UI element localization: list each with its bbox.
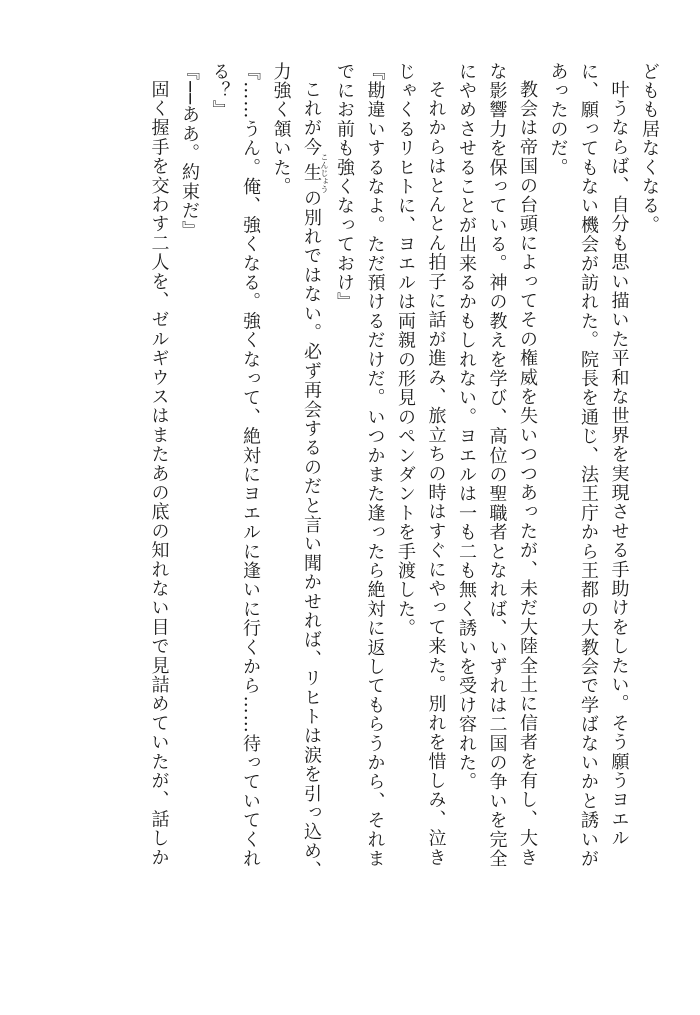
text-line: でにお前も強くなっておけ』 xyxy=(334,62,355,312)
text-line: 『勘違いするなよ。ただ預けるだけだ。いつかまた逢ったら絶対に返してもらうから、それま xyxy=(364,62,386,869)
ruby-reading: こんじょう xyxy=(320,152,329,193)
text-line: 力強く頷いた。 xyxy=(270,62,292,197)
ruby-base: 生 xyxy=(301,152,322,193)
vertical-text-body xyxy=(24,62,664,972)
text-line: 『──ああ。約束だ』 xyxy=(179,62,200,240)
text-line: に、願ってもない機会が訪れた。院長を通じ、法王庁から王都の大教会で学ばないかと誘いが xyxy=(578,62,599,869)
text-line: にやめさせることが出来るかもしれない。ヨエルは一も二も無く誘いを受け容れた。 xyxy=(456,62,477,792)
text-line-with-ruby xyxy=(296,62,329,972)
text-line: それからはとんとん拍子に話が進み、旅立ちの時はすぐにやって来た。別れを惜しみ、泣き xyxy=(425,80,447,868)
ruby-annotation xyxy=(301,152,329,193)
text-line: 固く握手を交わす二人を、ゼルギウスはまたあの底の知れない目で見詰めていたが、話しか xyxy=(148,80,170,868)
text-line: あったのだ。 xyxy=(547,62,569,178)
text-line: どもも居なくなる。 xyxy=(639,62,660,235)
text-line: 『……うん。俺、強くなる。強くなって、絶対にヨエルに逢いに行くから……待っていてくれ xyxy=(240,62,261,869)
text-line: じゃくるリヒトに、ヨエルは両親の形見のペンダントを手渡した。 xyxy=(395,62,416,638)
text-segment: これが今 xyxy=(301,80,322,157)
text-line: 教会は帝国の台頭によってその権威を失いつつあったが、未だ大陸全土に信者を有し、大き xyxy=(517,80,538,868)
text-line: な影響力を保っている。神の教えを学び、高位の聖職者となれば、いずれは二国の争いを完全 xyxy=(486,62,508,869)
text-line: る？』 xyxy=(209,62,231,120)
text-segment: の別れではない。必ず再会するのだと言い聞かせれば、リヒトは涙を引っ込め、 xyxy=(301,188,322,880)
text-line: 叶うならば、自分も思い描いた平和な世界を実現させる手助けをしたい。そう願うヨエル xyxy=(608,80,630,848)
